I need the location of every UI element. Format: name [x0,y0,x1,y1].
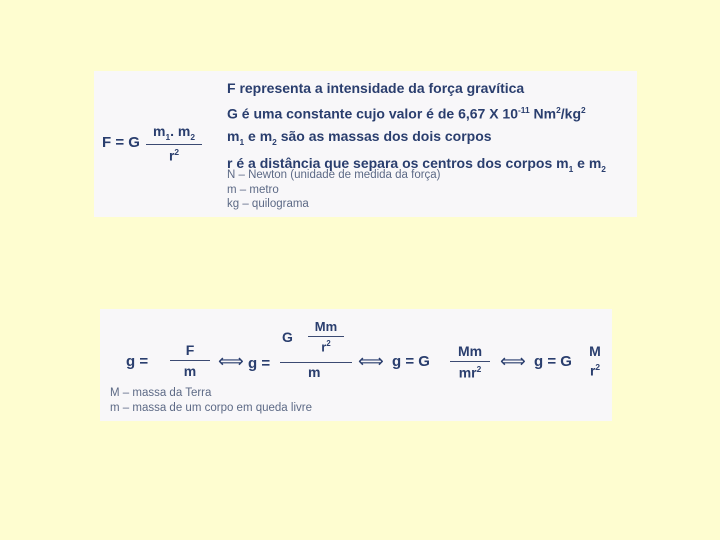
g-equals-3: g = G [392,353,430,370]
legend-body-mass: m – massa de um corpo em queda livre [110,402,312,414]
fraction-numerator: M [589,343,601,359]
fraction-numerator: Mm [457,343,483,359]
mass-legend [110,386,312,416]
fraction-mm-over-r2-inner [308,319,344,354]
fraction-f-over-m [170,342,210,379]
definition-masses: $m_1$ e $m_2$ são as massas dos dois corpos [227,127,492,147]
units-list [227,168,441,212]
gravitation-formula-panel [94,71,637,217]
gravity-acceleration-panel [100,309,612,421]
unit-metre: m – metro [227,183,279,196]
unit-newton: N – Newton (unidade de medida da força) [227,169,441,181]
formula-lhs: F = G [102,134,140,151]
fraction-bar [170,360,210,361]
definition-f: F representa a intensidade da força gravítica [227,80,525,96]
fraction-denominator: $r^2$ [589,362,601,379]
fraction-bar [308,336,344,337]
g-equals-1: g = [126,353,149,370]
definitions-list [227,77,606,180]
equivalence-arrow-2: ⟺ [358,351,384,371]
main-fraction-bar [280,362,352,363]
equivalence-arrow-1: ⟺ [218,351,244,371]
newton-fraction [146,123,202,163]
constant-g: G [282,329,293,345]
equivalence-arrow-3: ⟺ [500,351,526,371]
fraction-bar [146,144,202,145]
fraction-mm-over-mr2 [450,343,490,381]
definition-r: r é a distância que separa os centros dos corpos $m_1$ e $m_2$ [227,155,606,175]
g-equals-4: g = G [534,353,572,370]
legend-earth-mass: M – massa da Terra [110,387,212,399]
fraction-denominator: $r^2$ [168,146,180,164]
fraction-denominator: $r^2$ [321,339,331,355]
fraction-numerator: Mm [314,319,338,334]
fraction-numerator: $m_1$. $m_2$ [152,123,196,142]
fraction-numerator: F [185,342,195,358]
g-equals-2: g = [248,355,271,372]
fraction-denominator-m: m [308,364,321,380]
unit-kilogram: kg – quilograma [227,198,309,210]
fraction-bar [450,361,490,362]
definition-g: G é uma constante cujo valor é de 6,67 X $10^{-11}$ $Nm^2/kg^2$ [227,105,586,122]
fraction-m-over-r2 [584,343,606,379]
fraction-denominator: m [183,363,197,379]
fraction-denominator: $mr^2$ [458,364,482,381]
